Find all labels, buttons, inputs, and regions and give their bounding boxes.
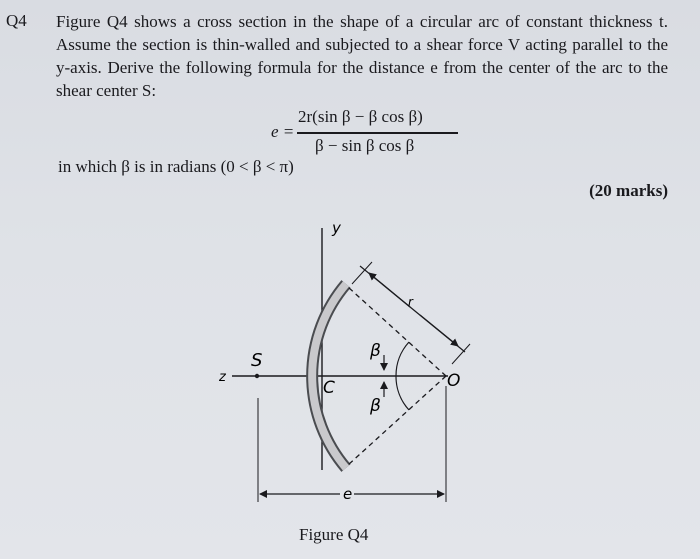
question-number: Q4 [6,11,27,30]
formula-numerator: 2r(sin β − β cos β) [298,107,423,126]
z-axis-label: z [219,370,226,385]
y-axis-label: y [332,219,341,237]
formula-denominator: β − sin β cos β [315,136,415,155]
shear-center-point [255,374,259,378]
formula-lhs: e = [271,122,295,141]
centroid-label: C [323,378,335,398]
radius-ext-bottom [452,344,470,364]
question-statement: Figure Q4 shows a cross section in the shape of a circular arc of constant thickness t. Assume the section is thin-walled and subjected to a shear force V acting parallel to the y-axis. Derive the following formula for the distance e from the center of the arc to the shear center S: [56,12,668,100]
figure-caption: Figure Q4 [299,525,369,544]
angle-bottom-label: β [370,396,381,416]
angle-top-label: β [370,341,381,361]
shear-center-label: S [251,350,263,371]
origin-label: O [447,371,461,391]
angle-arc-bottom [396,376,409,410]
distance-e-label: e [343,485,353,503]
beta-condition: in which β is in radians (0 < β < π) [58,157,294,176]
radius-label: r [408,295,413,309]
angle-arc-top [396,342,409,376]
marks-label: (20 marks) [589,181,668,200]
